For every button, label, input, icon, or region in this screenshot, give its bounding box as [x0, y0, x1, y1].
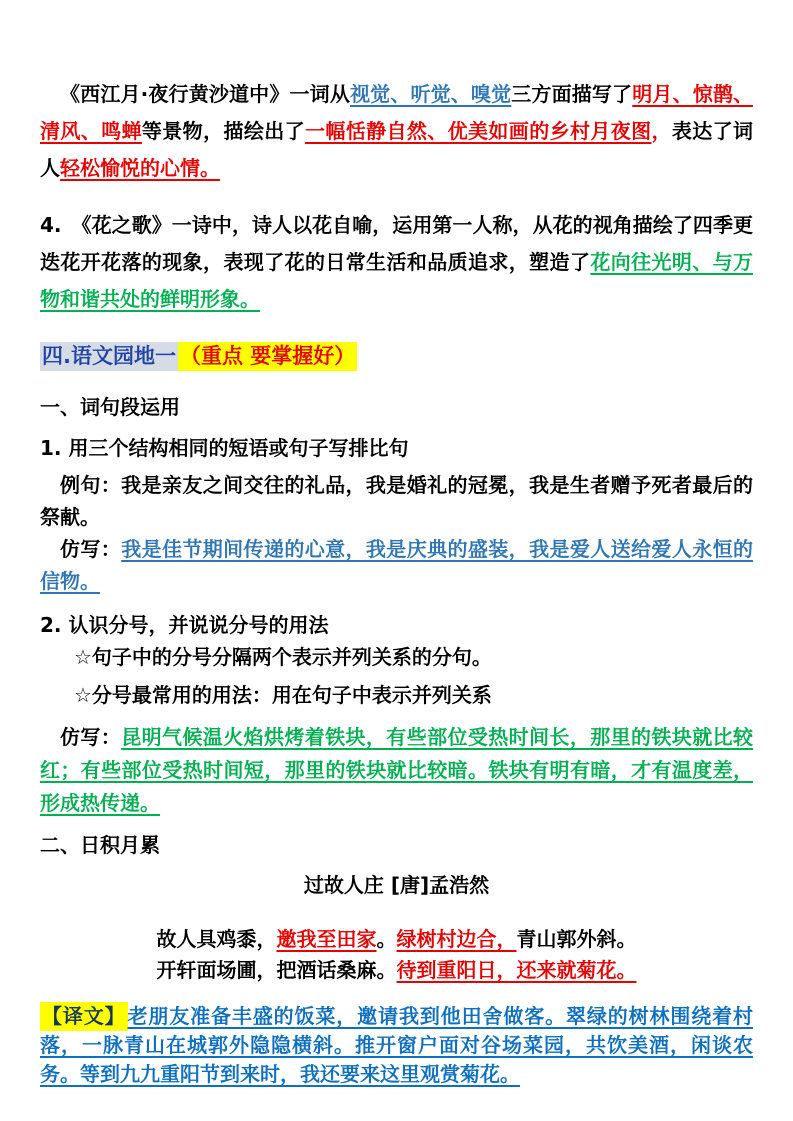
item2-semicolon [40, 609, 753, 641]
poem-phrase-red: 待到重阳日，还来就菊花。 [396, 958, 637, 982]
translation-body-blue: 老朋友准备丰盛的饭菜，邀请我到他田舍做客。翠绿的树林围绕着村落，一脉青山在城郭外隐隐横斜。推开窗户面对谷场菜园，共饮美酒，闲谈农务。等到九九重阳节到来时，我还要来这里观赏菊花。 [40, 1004, 753, 1086]
subsection-accumulate-title [40, 828, 753, 862]
section4-key-note-highlighted: （重点 要掌握好） [178, 342, 357, 371]
text-run-comma-red: ， [651, 119, 672, 143]
text-run: 例句：我是亲友之间交往的礼品，我是婚礼的冠冕，我是生者赠予死者最后的祭献。 [40, 473, 753, 529]
paragraph-xijiangyue-summary [40, 76, 753, 187]
text-run: 2. 认识分号，并说说分号的用法 [40, 613, 329, 637]
text-run: 三方面描写了 [511, 82, 633, 106]
text-run: 4. 《花之歌》一诗中，诗人以花自喻，运用第一人称，从花的视角描绘了四季更迭花开花落的现象，表现了花的日常生活和品质追求，塑造了 [40, 213, 753, 274]
section4-title-highlighted: 四.语文园地一 [40, 342, 178, 371]
text-run: 《西江月·夜行黄沙道中》一词从 [60, 82, 350, 106]
text-run: ☆分号最常用的用法：用在句子中表示并列关系 [74, 683, 492, 707]
subsection-words-title [40, 389, 753, 426]
text-run: 等景物，描绘出了 [141, 119, 305, 143]
item1-parallel-sentence [40, 430, 753, 467]
text-run: 1. 用三个结构相同的短语或句子写排比句 [40, 436, 409, 460]
semicolon-rule-1 [40, 641, 753, 673]
text-run-mood-red: 轻松愉悦的心情。 [60, 156, 220, 180]
translation-label-highlighted: 【译文】 [40, 1002, 128, 1031]
imitation-sentence-1 [40, 533, 753, 597]
poem-phrase-red: 绿树村边合， [396, 927, 517, 951]
text-run-senses-blue: 视觉、听觉、嗅觉 [349, 82, 512, 106]
text-run-flower-image-green: 花向往光明、与万物和谐共处的鲜明形象。 [40, 250, 754, 311]
text-run: 一、词句段运用 [40, 395, 180, 419]
poem-translation [40, 1002, 753, 1089]
imitation-answer-green: 昆明气候温火焰烘烤着铁块，有些部位受热时间长，那里的铁块就比较红；有些部位受热时间短，那里的铁块就比较暗。铁块有明有暗，才有温度差，形成热传递。 [40, 725, 754, 815]
semicolon-rule-2 [40, 679, 753, 711]
poem-title [40, 868, 753, 902]
text-run: 过故人庄 [唐]孟浩然 [303, 873, 490, 897]
example-sentence [40, 469, 753, 533]
imitation-sentence-2 [40, 721, 753, 820]
poem-block [40, 868, 753, 986]
poem-phrase-red: 邀我至田家 [276, 927, 377, 951]
imitation-answer-blue: 我是佳节期间传递的心意，我是庆典的盛装，我是爱人送给爱人永恒的信物。 [40, 537, 754, 593]
text-run: 表达了词人 [40, 119, 754, 180]
section4-heading [40, 338, 753, 375]
text-run: 。 [376, 927, 397, 951]
text-run: 故人具鸡黍， [156, 927, 277, 951]
text-run-picture-red: 一幅恬静自然、优美如画的乡村月夜图 [304, 119, 652, 143]
paragraph-huazhige-summary [40, 207, 753, 318]
poem-line-2 [40, 955, 753, 986]
imitation-label: 仿写： [60, 537, 122, 561]
text-run: ☆句子中的分号分隔两个表示并列关系的分句。 [74, 645, 492, 669]
text-run: 二、日积月累 [40, 833, 160, 857]
imitation-label: 仿写： [60, 725, 122, 749]
text-run-scenery-red: 明月、惊鹊、清风、鸣蝉 [40, 82, 754, 143]
poem-line-1 [40, 924, 753, 955]
text-run: 开轩面场圃，把酒话桑麻。 [156, 958, 397, 982]
text-run: 青山郭外斜。 [516, 927, 637, 951]
